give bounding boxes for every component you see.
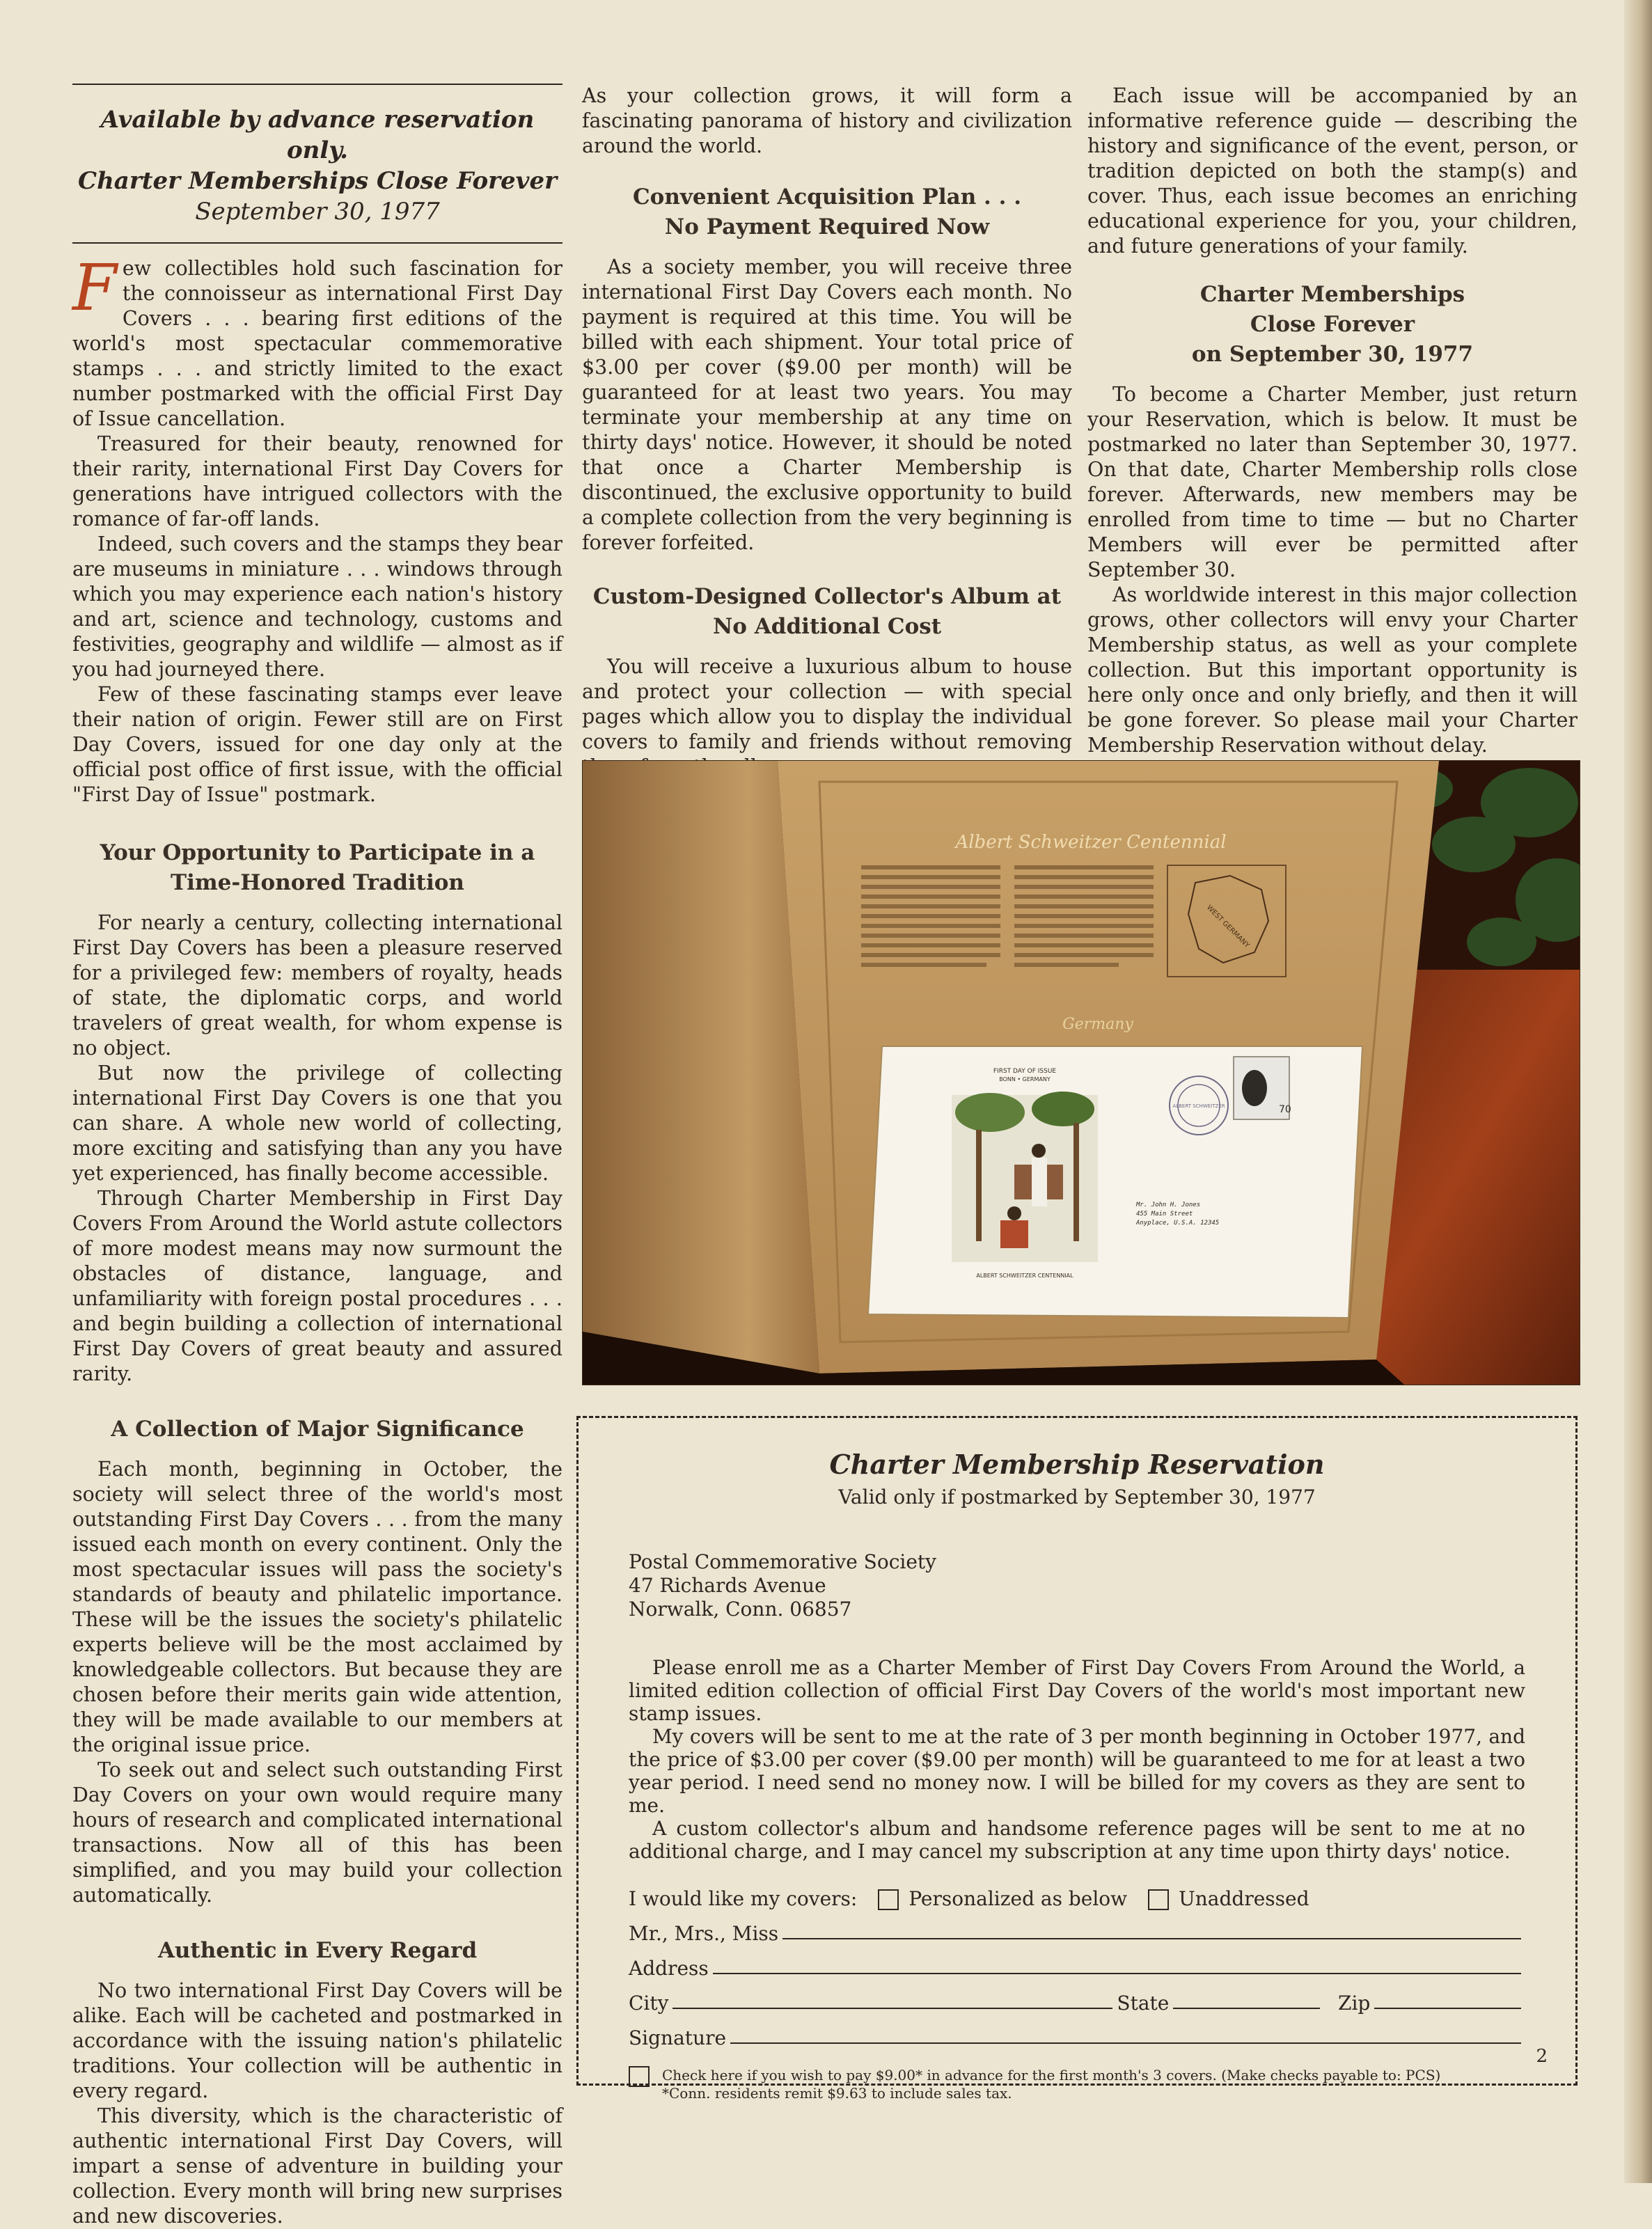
acquisition-heading-line-1: Convenient Acquisition Plan . . . bbox=[632, 184, 1022, 210]
opportunity-heading-line-1: Your Opportunity to Participate in a bbox=[100, 840, 535, 865]
cover-cachet-illustration bbox=[952, 1092, 1098, 1262]
authentic-heading: Authentic in Every Regard bbox=[157, 1938, 478, 1963]
personalized-label: Personalized as below bbox=[908, 1887, 1128, 1910]
city-state-zip-row bbox=[629, 1980, 1525, 2015]
opportunity-paragraph-2: But now the privilege of collecting international First Day Covers is one that you can share. A whole new world of collecting, more exciting and satisfying than any you have yet experienced, has finally become accessible. bbox=[72, 1062, 563, 1185]
cover-caption: ALBERT SCHWEITZER CENTENNIAL bbox=[976, 1273, 1073, 1279]
signature-label: Signature bbox=[629, 2026, 727, 2049]
address-line-1: Postal Commemorative Society bbox=[629, 1550, 936, 1573]
personalized-checkbox[interactable] bbox=[878, 1889, 899, 1910]
charter-paragraph-1: To become a Charter Member, just return your Reservation, which is below. It must be postmarked no later than September 30, 1977. On that date, Charter Membership rolls close forever. Afterwards, new members may be enrolled from time to time — but no Charter Members will ever be permitted after September 30. bbox=[1087, 383, 1578, 581]
album-heading bbox=[582, 582, 1072, 642]
signature-field[interactable] bbox=[730, 2042, 1521, 2044]
acquisition-heading bbox=[582, 182, 1072, 242]
album-terms-paragraph: A custom collector's album and handsome reference pages will be sent to me at no additional charge, and I may cancel my subscription at any time upon thirty days' notice. bbox=[629, 1817, 1525, 1863]
intro-paragraph-2: Treasured for their beauty, renowned for their rarity, international First Day Covers for generations have intrigued collectors with the romance of far-off lands. bbox=[72, 432, 563, 530]
banner-line-3: September 30, 1977 bbox=[195, 198, 440, 226]
society-address bbox=[629, 1550, 1525, 1621]
close-forever-heading-line-3: on September 30, 1977 bbox=[1191, 342, 1474, 367]
sales-tax-note: *Conn. residents remit $9.63 to include sales tax. bbox=[662, 2085, 1012, 2102]
coupon-validity: Valid only if postmarked by September 30, 1977 bbox=[838, 1486, 1316, 1509]
address-label: Address bbox=[629, 1957, 709, 1980]
collection-paragraph-2: To seek out and select such outstanding First Day Covers on your own would require many hours of research and complicated international transactions. Now all of this has been simplified, and you may build your collection automatically. bbox=[72, 1758, 563, 1907]
opportunity-paragraph-1: For nearly a century, collecting international First Day Covers has been a pleasure reserved for a privileged few: members of royalty, heads of state, the diplomatic corps, and world travelers of great wealth, for whom expense is no object. bbox=[72, 911, 563, 1060]
opportunity-paragraph-3: Through Charter Membership in First Day Covers From Around the World astute collectors of more modest means may now surmount the obstacles of distance, language, and unfamiliarity with foreign postal procedures . . . and begin building a collection of international First Day Covers of great beauty and assured rarity. bbox=[72, 1187, 563, 1385]
unaddressed-checkbox[interactable] bbox=[1148, 1889, 1169, 1910]
album-photo bbox=[582, 760, 1580, 1385]
album-paragraph: You will receive a luxurious album to house and protect your collection — with special pages which allow you to display the individual covers to family and friends without removing bbox=[582, 655, 1072, 753]
address-line-3: Norwalk, Conn. 06857 bbox=[629, 1598, 852, 1621]
map-label: WEST GERMANY bbox=[1204, 904, 1251, 950]
banner-bottom-rule bbox=[72, 242, 563, 244]
advance-payment-row bbox=[629, 2066, 1525, 2102]
album-page-title: Albert Schweitzer Centennial bbox=[955, 832, 1227, 853]
panorama-paragraph: As your collection grows, it will form a fascinating panorama of history and civilization around the world. bbox=[582, 84, 1072, 157]
album-heading-line-1: Custom-Designed Collector's Album at bbox=[592, 584, 1062, 609]
opportunity-heading-line-2: Time-Honored Tradition bbox=[171, 870, 464, 895]
close-forever-heading bbox=[1087, 280, 1578, 370]
authentic-paragraph-1: No two international First Day Covers will be alike. Each will be cacheted and postmarked in accordance with the issuing nation's philatelic traditions. Your collection will be authentic in every regard. bbox=[72, 1979, 563, 2102]
page-edge bbox=[1624, 0, 1652, 2183]
unaddressed-label: Unaddressed bbox=[1179, 1887, 1309, 1910]
state-field[interactable] bbox=[1173, 2008, 1320, 2009]
pricing-paragraph: My covers will be sent to me at the rate of 3 per month beginning in October 1977, and the price of $3.00 per cover ($9.00 per month) will be guaranteed to me for at least a two year period. I need send no money now. I will be billed for my covers as they are sent to me. bbox=[629, 1725, 1525, 1817]
column-middle bbox=[582, 84, 1072, 780]
intro-paragraph-3: Indeed, such covers and the stamps they bear are museums in miniature . . . windows through which you may experience each nation's history and art, science and technology, customs and festivities, geography and wildlife — almost as if you had journeyed there. bbox=[72, 533, 563, 681]
zip-field[interactable] bbox=[1374, 2008, 1521, 2009]
coupon-title: Charter Membership Reservation bbox=[829, 1449, 1325, 1480]
page-number: 2 bbox=[1536, 2046, 1548, 2067]
name-row bbox=[629, 1910, 1525, 1945]
stamp-portrait bbox=[1242, 1070, 1267, 1106]
addressee-line-2: 455 Main Street bbox=[1136, 1211, 1193, 1218]
address-row bbox=[629, 1945, 1525, 1980]
authentic-paragraph-2: This diversity, which is the characteristic of authentic international First Day Covers, will impart a sense of adventure in building your collection. Every month will bring new surprises and new discoveries. bbox=[72, 2104, 563, 2228]
acquisition-paragraph: As a society member, you will receive three international First Day Covers each month. No payment is required at this time. You will be billed with each shipment. Your total price of $3.00 per cover ($9.00 per month) will be guaranteed for at least two years. You may terminate your membership at any time on thirty days' notice. However, it should be noted that once a Charter Membership is discontinued, the exclusive opportunity to build a complete collection from the very beginning is forever forfeited. bbox=[582, 255, 1072, 554]
reservation-coupon bbox=[576, 1416, 1578, 2102]
reference-guide-paragraph: Each issue will be accompanied by an informative reference guide — describing the history and significance of the event, person, or tradition depicted on both the stamp(s) and cover. Thus, each issue becomes an enriching educational experience for you, your children, and future generations of your family. bbox=[1087, 84, 1578, 258]
intro-paragraph-1 bbox=[72, 251, 563, 432]
intro-paragraph-4: Few of these fascinating stamps ever leave their nation of origin. Fewer still are on First Day Covers, issued for one day only at the official post office of first issue, with the official "First Day of Issue" postmark. bbox=[72, 683, 563, 806]
enroll-paragraph bbox=[629, 1656, 1525, 1725]
addressee-line-1: Mr. John H. Jones bbox=[1136, 1202, 1201, 1208]
name-label: Mr., Mrs., Miss bbox=[629, 1922, 779, 1945]
advance-payment-note: Check here if you wish to pay $9.00* in advance for the first month's 3 covers. (Make checks payable to: PCS) bbox=[662, 2067, 1441, 2084]
enroll-text: Please enroll me as a Charter Member of First Day Covers From Around the World, a limited edition collection of official First Day Covers of the world's most important new stamp issues. bbox=[629, 1656, 1525, 1725]
charter-paragraph-2: As worldwide interest in this major collection grows, other collectors will envy your Charter Membership status, as well as your complete collection. But this important opportunity is here only once and only briefly, and then it will be gone forever. So please mail your Charter Membership Reservation without delay. bbox=[1087, 583, 1578, 757]
stamp-value: 70 bbox=[1279, 1104, 1291, 1115]
address-line-2: 47 Richards Avenue bbox=[629, 1574, 826, 1597]
cover-header-line-1: FIRST DAY OF ISSUE bbox=[993, 1068, 1057, 1075]
banner bbox=[72, 85, 563, 242]
address-field[interactable] bbox=[713, 1973, 1521, 1974]
banner-line-1: Available by advance reservation only. bbox=[100, 106, 535, 164]
opportunity-heading bbox=[72, 838, 563, 898]
album-photo-illustration bbox=[583, 761, 1580, 1385]
reservation-form bbox=[629, 1447, 1525, 2102]
close-forever-heading-line-2: Close Forever bbox=[1250, 312, 1415, 337]
album-heading-line-2: No Additional Cost bbox=[712, 614, 942, 639]
postmark-text: ALBERT SCHWEITZER bbox=[1172, 1103, 1225, 1109]
close-forever-heading-line-1: Charter Memberships bbox=[1199, 282, 1465, 307]
collection-paragraph-1: Each month, beginning in October, the society will select three of the world's most outstanding First Day Covers . . . from the many issued each month on every continent. Only the most spectacular issues will pass the society's standards of beauty and philatelic importance. These will be the issues the society's philatelic experts believe will be the most acclaimed by knowledgeable collectors. But because they are chosen before their merits gain wide attention, they will be made available to our members at the original issue price. bbox=[72, 1458, 563, 1756]
signature-row bbox=[629, 2015, 1525, 2049]
covers-label: I would like my covers: bbox=[629, 1887, 858, 1910]
name-field[interactable] bbox=[782, 1938, 1521, 1939]
drop-cap: F bbox=[72, 251, 117, 325]
album-country-label: Germany bbox=[1062, 1016, 1133, 1033]
intro-text-1: ew collectibles hold such fascination for the connoisseur as international First Day Covers . . . bearing first editions of the world's most spectacular commemorative stamps . . . and strictly limited to the exact number postmarked with the official First Day of Issue cancellation. bbox=[72, 257, 563, 430]
acquisition-heading-line-2: No Payment Required Now bbox=[664, 214, 990, 239]
column-right bbox=[1087, 84, 1578, 758]
city-field[interactable] bbox=[672, 2008, 1112, 2009]
state-label: State bbox=[1117, 1992, 1170, 2015]
city-label: City bbox=[629, 1992, 669, 2015]
addressee-line-3: Anyplace, U.S.A. 12345 bbox=[1136, 1220, 1220, 1227]
cover-header-line-2: BONN • GERMANY bbox=[999, 1076, 1051, 1082]
cover-preference-row bbox=[629, 1875, 1525, 1910]
column-left bbox=[72, 84, 563, 2229]
zip-label: Zip bbox=[1338, 1992, 1371, 2015]
advance-payment-checkbox[interactable] bbox=[629, 2066, 650, 2087]
banner-line-2: Charter Memberships Close Forever bbox=[78, 167, 557, 195]
collection-heading: A Collection of Major Significance bbox=[111, 1417, 524, 1442]
